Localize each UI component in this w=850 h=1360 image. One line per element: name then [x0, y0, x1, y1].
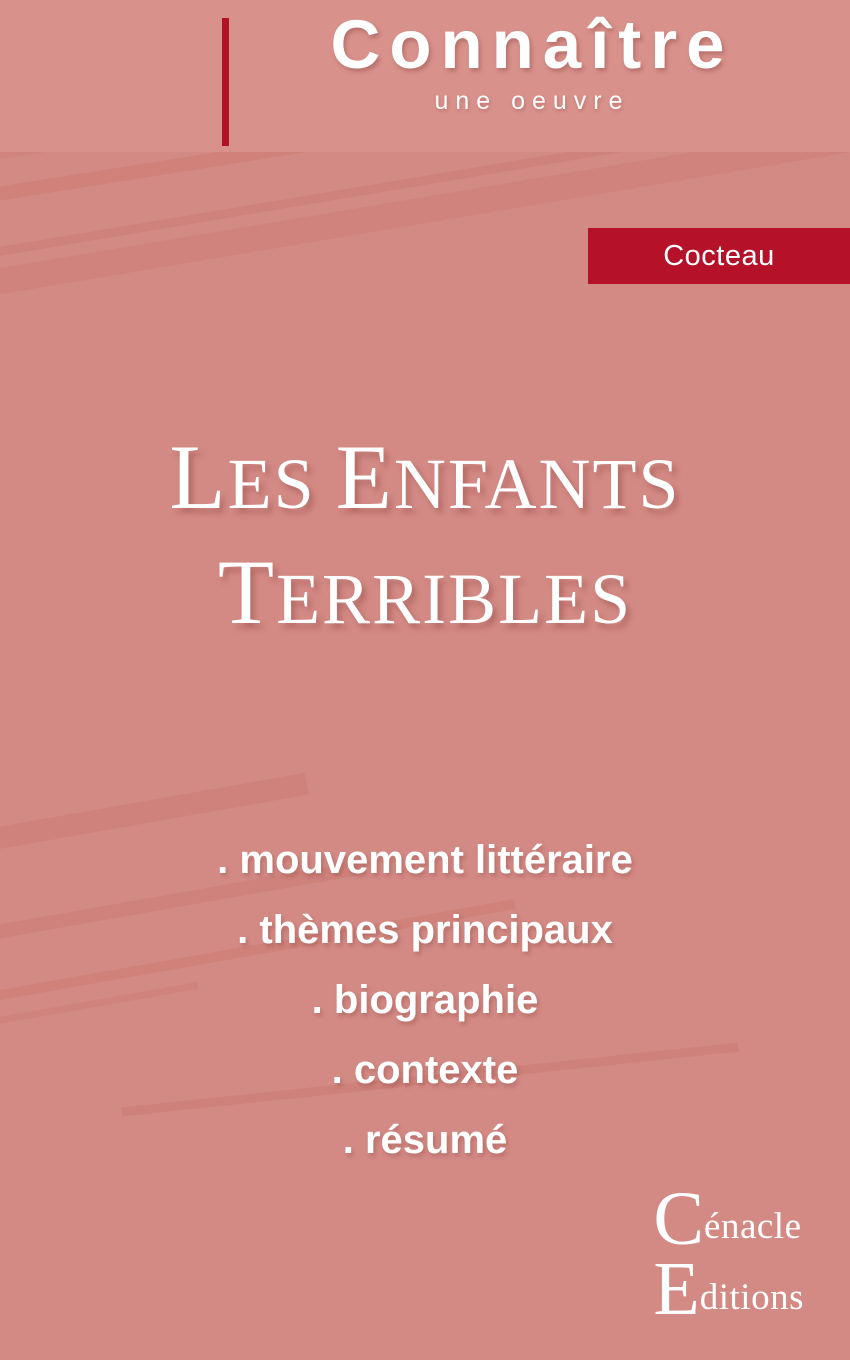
list-item	[0, 1035, 850, 1105]
bullet-dot-icon: .	[237, 908, 249, 952]
publisher-cap-c: C	[653, 1176, 705, 1261]
title-text-nfants: NFANTS	[393, 444, 681, 524]
title-cap-t: T	[217, 541, 277, 643]
collection-header	[0, 0, 850, 152]
list-item-label: mouvement littéraire	[239, 838, 633, 882]
bullet-dot-icon: .	[311, 978, 323, 1022]
title-text-es: ES	[227, 444, 336, 524]
collection-subtitle: une oeuvre	[434, 86, 630, 115]
book-title	[0, 420, 850, 650]
list-item	[0, 1105, 850, 1175]
collection-title-group	[250, 8, 814, 116]
list-item-label: résumé	[364, 1118, 508, 1162]
header-vertical-rule	[222, 18, 229, 146]
list-item	[0, 825, 850, 895]
publisher-word-ditions: ditions	[699, 1277, 804, 1318]
publisher-cap-e: E	[653, 1247, 700, 1332]
title-text-erribles: ERRIBLES	[276, 559, 633, 639]
author-name: Cocteau	[663, 239, 775, 272]
book-title-line-2	[0, 535, 850, 650]
book-title-line-1	[0, 420, 850, 535]
feature-list	[0, 825, 850, 1175]
list-item-label: contexte	[353, 1048, 519, 1092]
publisher-logo	[653, 1176, 804, 1332]
list-item	[0, 965, 850, 1035]
publisher-word-enacle: énacle	[704, 1206, 802, 1248]
publisher-line-2	[653, 1247, 804, 1332]
list-item	[0, 895, 850, 965]
title-cap-l: L	[169, 426, 228, 528]
list-item-label: biographie	[333, 978, 539, 1022]
collection-title: Connaître	[330, 6, 734, 83]
publisher-line-1	[653, 1176, 804, 1261]
bullet-dot-icon: .	[331, 1048, 343, 1092]
bullet-dot-icon: .	[217, 838, 229, 882]
list-item-label: thèmes principaux	[259, 908, 613, 952]
bullet-dot-icon: .	[342, 1118, 354, 1162]
author-badge	[588, 228, 850, 284]
title-cap-e: E	[335, 426, 394, 528]
